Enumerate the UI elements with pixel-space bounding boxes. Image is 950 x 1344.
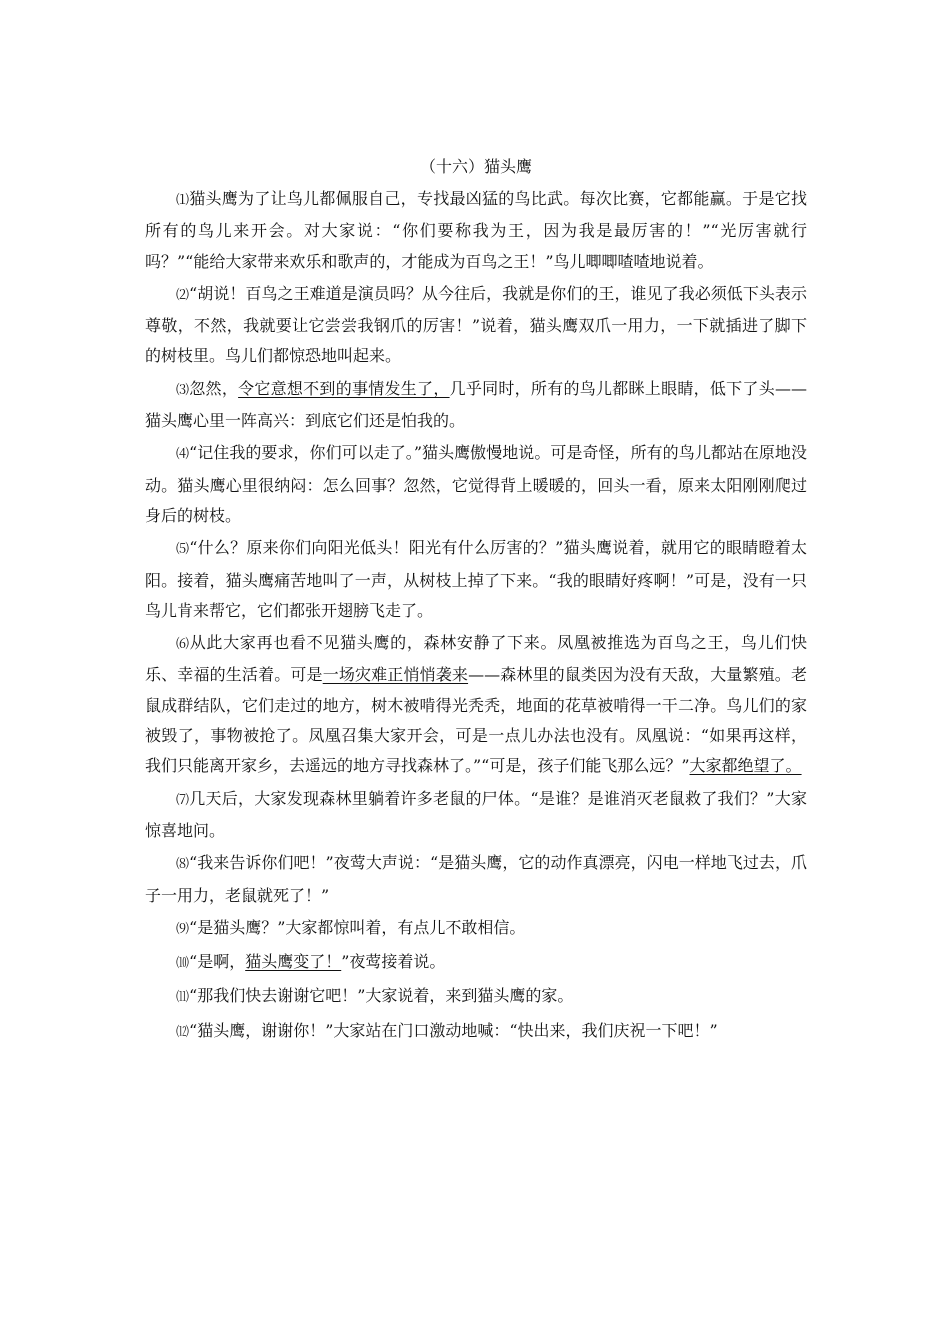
paragraph-number: ⑶ xyxy=(176,382,190,398)
story-paragraph xyxy=(145,1016,807,1048)
underlined-phrase: 大家都绝望了。 xyxy=(689,756,802,776)
paragraph-text: 忽然， xyxy=(189,378,239,398)
story-paragraph xyxy=(145,947,807,979)
story-paragraph xyxy=(145,533,807,626)
paragraph-text: “记住我的要求，你们可以走了。”猫头鹰傲慢地说。可是奇怪，所有的鸟儿都站在原地没动。猫头鹰心里很纳闷：怎么回事？忽然，它觉得背上暖暖的，回头一看，原来太阳刚刚爬过身后的树枝。 xyxy=(145,443,807,525)
story-body xyxy=(145,184,807,1048)
paragraph-text: “是啊， xyxy=(189,952,246,972)
story-paragraph xyxy=(145,184,807,277)
story-title: （十六）猫头鹰 xyxy=(419,157,532,176)
paragraph-text: “我来告诉你们吧！”夜莺大声说：“是猫头鹰，它的动作真漂亮，闪电一样地飞过去，爪子一用力，老鼠就死了！” xyxy=(145,853,807,905)
paragraph-number: ⑴ xyxy=(176,193,190,208)
story-paragraph xyxy=(145,913,807,945)
paragraph-text: 从此大家再也看不见猫头鹰的，森林安静了下来。凤凰被推选为百鸟之王，鸟儿们快乐、幸福的生活着。可是 xyxy=(145,633,807,685)
story-paragraph xyxy=(145,848,807,911)
story-paragraph xyxy=(145,279,807,372)
paragraph-number: ⑹ xyxy=(176,637,190,653)
story-paragraph xyxy=(145,981,807,1013)
paragraph-text: 几乎同时，所有的鸟儿都眯上眼睛，低下了头——猫头鹰心里一阵高兴：到底它们还是怕我的。 xyxy=(145,378,807,431)
paragraph-text: “猫头鹰，谢谢你！”大家站在门口激动地喊：“快出来，我们庆祝一下吧！” xyxy=(189,1020,718,1040)
document-page xyxy=(145,152,807,1048)
paragraph-number: ⑻ xyxy=(176,857,190,873)
paragraph-text: 几天后，大家发现森林里躺着许多老鼠的尸体。“是谁？是谁消灭老鼠救了我们？”大家惊喜地问。 xyxy=(145,788,807,840)
paragraph-number: ⑽ xyxy=(176,956,190,972)
paragraph-text: “什么？原来你们向阳光低头！阳光有什么厉害的？”猫头鹰说着，就用它的眼睛瞪着太阳。接着，猫头鹰痛苦地叫了一声，从树枝上掉了下来。“我的眼睛好疼啊！”可是，没有一只鸟儿肯来帮它，它们都张开翅膀飞走了。 xyxy=(145,538,807,620)
paragraph-number: ⑷ xyxy=(176,447,190,463)
paragraph-text: “是猫头鹰？”大家都惊叫着，有点儿不敢相信。 xyxy=(189,917,526,937)
paragraph-text: ——森林里的鼠类因为没有天敌，大量繁殖。老鼠成群结队，它们走过的地方，树木被啃得光秃秃，地面的花草被啃得一干二净。鸟儿们的家被毁了，事物被抢了。凤凰召集大家开会，可是一点儿办法也没有。凤凰说：“如果再这样，我们只能离开家乡，去遥远的地方寻找森林了。”“可是，孩子们能飞那么远？” xyxy=(145,665,807,776)
underlined-phrase: 令它意想不到的事情发生了， xyxy=(238,378,450,398)
paragraph-number: ⑿ xyxy=(176,1024,190,1040)
story-paragraph xyxy=(145,628,807,781)
paragraph-number: ⑸ xyxy=(176,542,190,558)
paragraph-number: ⑵ xyxy=(176,287,190,303)
paragraph-number: ⑺ xyxy=(176,792,190,808)
underlined-phrase: 猫头鹰变了！ xyxy=(245,952,342,972)
underlined-phrase: 一场灾难正悄悄袭来 xyxy=(322,665,469,685)
paragraph-text: ”夜莺接着说。 xyxy=(341,952,446,972)
paragraph-number: ⑾ xyxy=(176,990,190,1006)
paragraph-text: “那我们快去谢谢它吧！”大家说着，来到猫头鹰的家。 xyxy=(189,986,574,1006)
story-paragraph xyxy=(145,438,807,531)
paragraph-number: ⑼ xyxy=(176,921,190,937)
story-paragraph xyxy=(145,784,807,847)
story-paragraph xyxy=(145,374,807,437)
paragraph-text: 猫头鹰为了让鸟儿都佩服自己，专找最凶猛的鸟比武。每次比赛，它都能赢。于是它找所有的鸟儿来开会。对大家说：“你们要称我为王，因为我是最厉害的！”“光厉害就行吗？”“能给大家带来欢乐和歌声的，才能成为百鸟之王！”鸟儿唧唧喳喳地说着。 xyxy=(145,189,807,271)
paragraph-text: “胡说！百鸟之王难道是演员吗？从今往后，我就是你们的王，谁见了我必须低下头表示尊敬，不然，我就要让它尝尝我钢爪的厉害！”说着，猫头鹰双爪一用力，一下就插进了脚下的树枝里。鸟儿们都惊恐地叫起来。 xyxy=(145,283,807,366)
